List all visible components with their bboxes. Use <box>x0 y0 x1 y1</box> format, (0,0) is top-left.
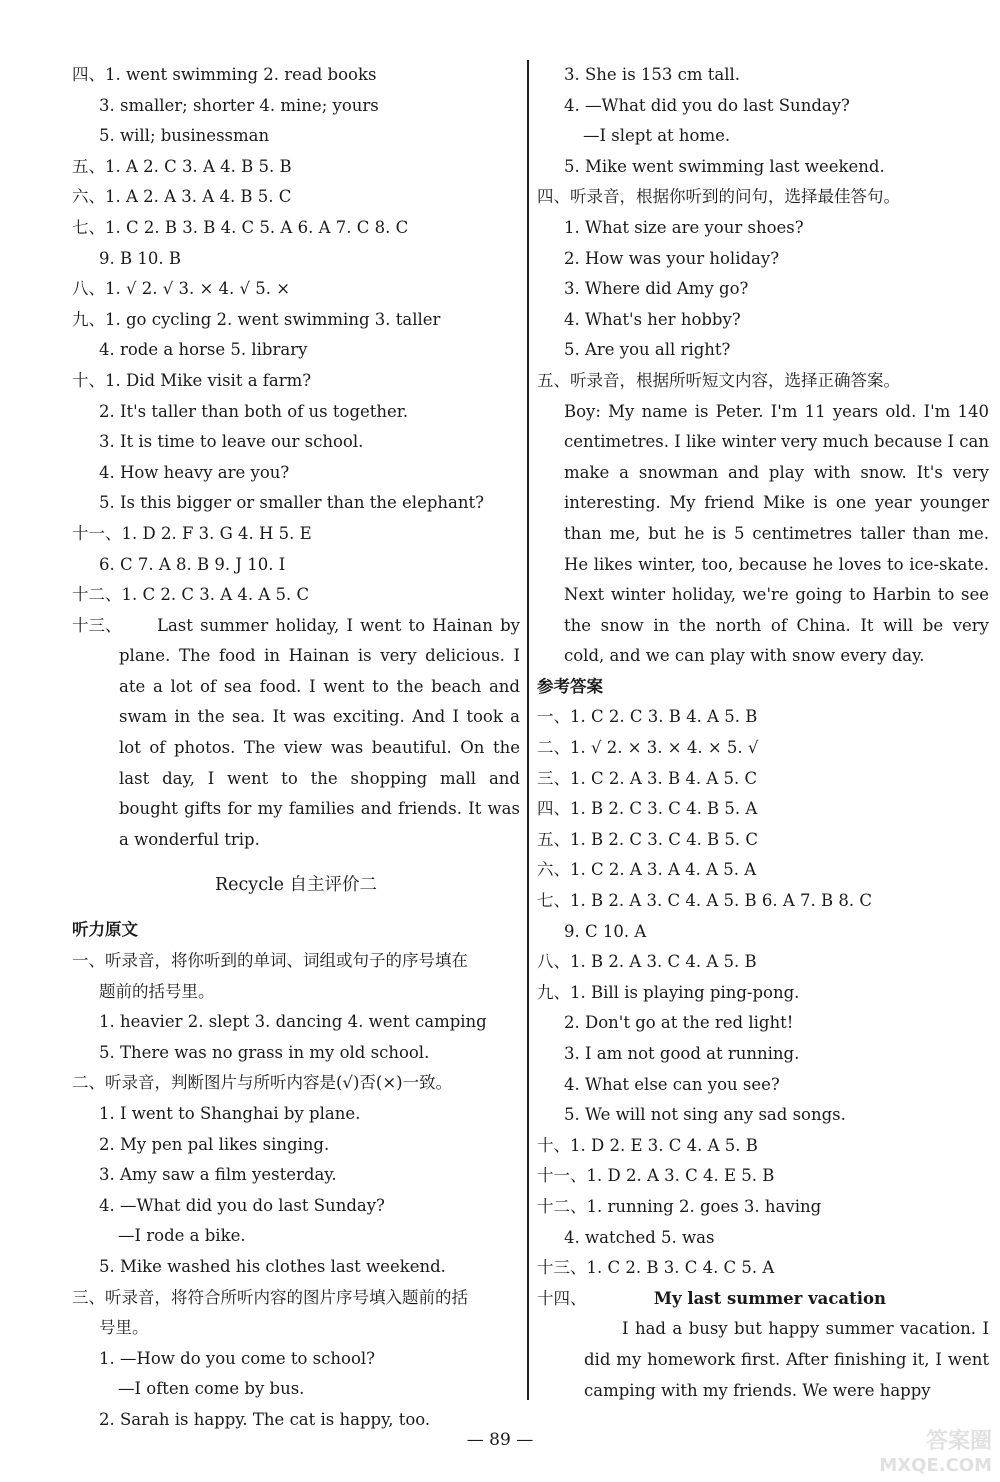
section-title: Recycle 自主评价二 <box>214 875 378 896</box>
transcript-line: —I rode a bike. <box>118 1226 246 1246</box>
answer-line: 2. It's taller than both of us together. <box>99 401 409 421</box>
answer-line: 一、1. C 2. C 3. B 4. A 5. B <box>537 707 758 727</box>
transcript-line: 5. Mike went swimming last weekend. <box>564 156 885 176</box>
transcript-line: 1. heavier 2. slept 3. dancing 4. went camping <box>99 1012 487 1032</box>
transcript-line: 3. Amy saw a film yesterday. <box>99 1165 337 1185</box>
transcript-line: 5. Mike washed his clothes last weekend. <box>99 1256 446 1276</box>
question-heading: 一、听录音，将你听到的单词、词组或句子的序号填在 <box>72 951 468 971</box>
answer-line: 3. I am not good at running. <box>564 1044 800 1063</box>
transcript-line: 3. Where did Amy go? <box>564 279 749 299</box>
answer-line: 9. B 10. B <box>99 248 181 268</box>
listening-label: 听力原文 <box>72 920 138 940</box>
listening-passage: Boy: My name is Peter. I'm 11 years old. I'm 140 centimetres. I like winter very much because I can make a snowman and play with snow. It's very interesting. My friend Mike is one year younger than me, but he is 5 centimetres taller than me. He likes winter, too, because he loves to ice-skate. Next winter holiday, we're going to Harbin to see the snow in the north of China. It will be very cold, and we can play with snow every day. <box>564 401 989 666</box>
right-column <box>537 60 989 1406</box>
transcript-line: 1. What size are your shoes? <box>564 217 804 237</box>
answer-line: 九、1. go cycling 2. went swimming 3. taller <box>72 309 441 329</box>
answer-line: 9. C 10. A <box>564 921 647 941</box>
answer-line: 九、1. Bill is playing ping-pong. <box>537 982 800 1002</box>
answer-line: 十、1. D 2. E 3. C 4. A 5. B <box>537 1135 758 1155</box>
answer-line: 5. We will not sing any sad songs. <box>564 1105 846 1125</box>
page-number: — 89 — <box>466 1430 534 1450</box>
answer-line: 六、1. A 2. A 3. A 4. B 5. C <box>72 187 292 207</box>
transcript-line: 4. —What did you do last Sunday? <box>99 1195 385 1215</box>
essay-13 <box>72 611 520 856</box>
answer-line: 6. C 7. A 8. B 9. J 10. I <box>99 554 286 574</box>
essay-13-label: 十三、 <box>72 615 122 635</box>
transcript-line: 4. What's her hobby? <box>564 309 741 329</box>
question-heading: 四、听录音，根据你听到的问句，选择最佳答句。 <box>537 187 900 207</box>
answer-line: 五、1. A 2. C 3. A 4. B 5. B <box>72 156 292 176</box>
transcript-line: —I often come by bus. <box>118 1379 305 1399</box>
answer-line: 十三、1. C 2. B 3. C 4. C 5. A <box>537 1258 775 1278</box>
transcript-line: —I slept at home. <box>583 126 731 146</box>
answer-line: 4. rode a horse 5. library <box>99 340 308 360</box>
answer-line: 4. How heavy are you? <box>99 462 290 482</box>
watermark-logo <box>822 1424 992 1476</box>
question-heading: 题前的括号里。 <box>99 981 215 1001</box>
question-heading: 三、听录音，将符合所听内容的图片序号填入题前的括 <box>72 1287 468 1307</box>
answer-line: 十二、1. C 2. C 3. A 4. A 5. C <box>72 585 310 605</box>
transcript-line: 4. —What did you do last Sunday? <box>564 95 850 115</box>
question-heading: 二、听录音，判断图片与所听内容是(√)否(×)一致。 <box>72 1073 453 1093</box>
transcript-line: 2. How was your holiday? <box>564 248 780 268</box>
transcript-line: 1. —How do you come to school? <box>99 1348 376 1368</box>
transcript-line: 5. There was no grass in my old school. <box>99 1042 430 1062</box>
transcript-line: 3. She is 153 cm tall. <box>564 65 741 84</box>
answer-line: 3. It is time to leave our school. <box>99 432 364 452</box>
essay-13-text: Last summer holiday, I went to Hainan by plane. The food in Hainan is very delicious. I ate a lot of sea food. I went to the beach and swam in the sea. It was exciting. And I took a lot of photos. The view was beautiful. On the last day, I went to the shopping mall and bought gifts for my families and friends. It was a wonderful trip. <box>119 615 520 849</box>
answer-line: 二、1. √ 2. × 3. × 4. × 5. √ <box>537 738 759 758</box>
answer-line: 四、1. B 2. C 3. C 4. B 5. A <box>537 799 758 819</box>
answer-line: 3. smaller; shorter 4. mine; yours <box>99 95 379 115</box>
column-divider <box>527 60 529 1400</box>
answer-line: 四、1. went swimming 2. read books <box>72 65 377 84</box>
watermark-url: MXQE.COM <box>879 1455 992 1476</box>
answer-line: 三、1. C 2. A 3. B 4. A 5. C <box>537 768 758 788</box>
transcript-line: 5. Are you all right? <box>564 340 731 360</box>
answer-line: 4. What else can you see? <box>564 1074 780 1094</box>
answer-line: 六、1. C 2. A 3. A 4. A 5. A <box>537 860 757 880</box>
answer-line: 4. watched 5. was <box>564 1227 715 1247</box>
answer-line: 十一、1. D 2. F 3. G 4. H 5. E <box>72 523 312 543</box>
essay-14-text: I had a busy but happy summer vacation. I did my homework first. After finishing it, I went camping with my friends. We were happy <box>584 1319 989 1400</box>
transcript-line: 2. My pen pal likes singing. <box>99 1134 330 1154</box>
answer-line: 5. Is this bigger or smaller than the elephant? <box>99 493 484 513</box>
answer-line: 2. Don't go at the red light! <box>564 1013 794 1033</box>
answer-line: 五、1. B 2. C 3. C 4. B 5. C <box>537 829 759 849</box>
answers-label: 参考答案 <box>537 676 603 696</box>
answer-line: 十一、1. D 2. A 3. C 4. E 5. B <box>537 1166 775 1186</box>
watermark-text: 答案圈 <box>925 1429 992 1454</box>
answer-line: 七、1. C 2. B 3. B 4. C 5. A 6. A 7. C 8. C <box>72 217 409 237</box>
transcript-line: 2. Sarah is happy. The cat is happy, too. <box>99 1409 431 1429</box>
answer-line: 十二、1. running 2. goes 3. having <box>537 1196 822 1216</box>
answer-line: 5. will; businessman <box>99 126 270 146</box>
answer-line: 十、1. Did Mike visit a farm? <box>72 370 312 390</box>
answer-line: 八、1. B 2. A 3. C 4. A 5. B <box>537 952 757 972</box>
essay-14-header <box>537 1284 989 1315</box>
essay-14-label: 十四、 <box>537 1288 587 1308</box>
transcript-line: 1. I went to Shanghai by plane. <box>99 1104 361 1123</box>
essay-14-title: My last summer vacation <box>653 1288 887 1308</box>
left-column <box>72 60 520 1436</box>
question-heading: 五、听录音，根据所听短文内容，选择正确答案。 <box>537 370 900 390</box>
answer-line: 七、1. B 2. A 3. C 4. A 5. B 6. A 7. B 8. C <box>537 891 872 911</box>
question-heading: 号里。 <box>99 1318 149 1338</box>
answer-line: 八、1. √ 2. √ 3. × 4. √ 5. × <box>72 279 291 299</box>
